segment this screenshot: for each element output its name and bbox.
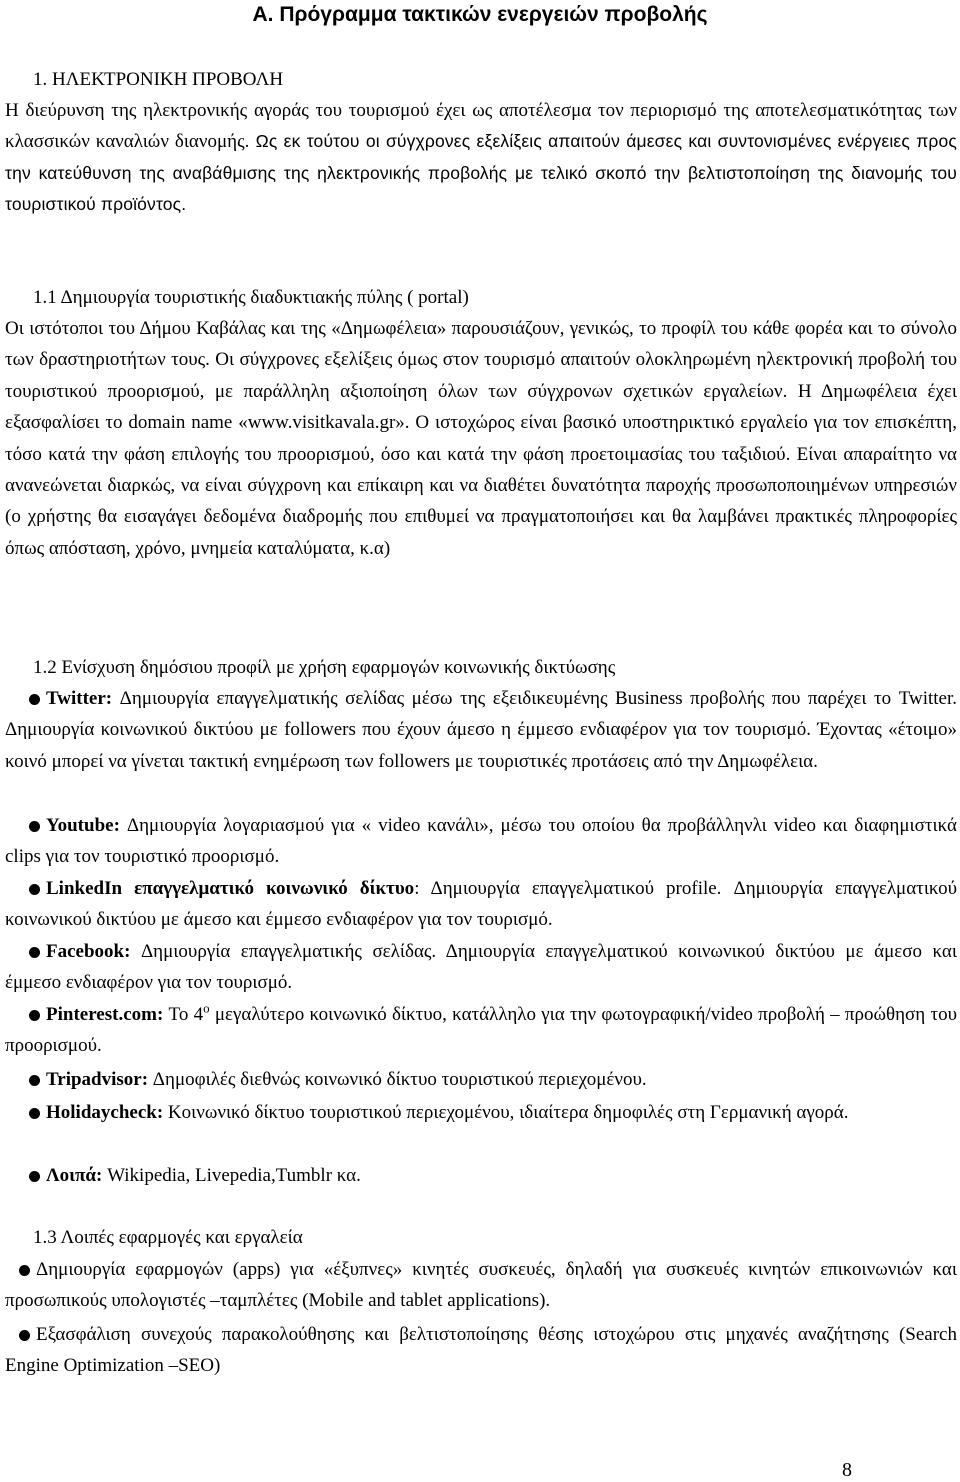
superscript: ο (203, 1000, 210, 1016)
section-1-heading-text: 1. ΗΛΕΚΤΡΟΝΙΚΗ ΠΡΟΒΟΛΗ (33, 69, 284, 90)
bullet-icon (29, 1010, 40, 1021)
section-1-2-heading: 1.2 Ενίσχυση δημόσιου προφίλ με χρήση εφαρμογών κοινωνικής δικτύωσης (33, 657, 616, 678)
social-item-other (5, 1160, 957, 1191)
section-1-1-body: Οι ιστότοποι του Δήμου Καβάλας και της «Δημωφέλεια» παρουσιάζουν, γενικώς, το προφίλ του κάθε φορέα και το σύνολο των δραστηριοτήτων τους. Οι σύγχρονες εξελίξεις όμως στον τουρισμό απαιτούν ολοκληρωμένη ηλεκτρονική προβολή του τουριστικού προορισμού, με παράλληλη αξιοποίηση όλων των σύγχρονων σχετικών εργαλείων. Η Δημωφέλεια έχει εξασφαλίσει το domain name «www.visitkavala.gr». Ο ιστοχώρος είναι βασικό υποστηρικτικό εργαλείο για τον επισκέπτη, τόσο κατά την φάση επιλογής του προορισμού, όσο και κατά την φάση προετοιμασίας του ταξιδιού. Είναι απαραίτητο να ανανεώνεται διαρκώς, να είναι σύγχρονη και επίκαιρη και να διαθέτει δυνατότητα παροχής προσωποποιημένων υπηρεσιών (ο χρήστης θα εισαγάγει δεδομένα διαδρομής που επιθυμεί να πραγματοποιήσει και θα λαμβάνει πρακτικές πληροφορίες όπως απόσταση, χρόνο, μνημεία καταλύματα, κ.α) (5, 318, 957, 559)
bullet-icon (19, 1330, 30, 1341)
social-item-tripadvisor (5, 1064, 957, 1095)
social-item-label: Facebook: (46, 941, 131, 962)
bullet-icon (29, 821, 40, 832)
social-item-label: Λοιπά: (46, 1165, 103, 1186)
document-title: A. Πρόγραμμα τακτικών ενεργειών προβολής (252, 3, 708, 26)
tools-item-text: Εξασφάλιση συνεχούς παρακολούθησης και βελτιστοποίησης θέσης ιστοχώρου στις μηχανές αναζήτησης (Search Engine Optimization –SEO) (5, 1324, 957, 1377)
social-item-text: : Δημιουργία επαγγελματικού profile. Δημιουργία επαγγελματικού κοινωνικού δικτύου με άμεσο και έμμεσο ενδιαφέρον για τον τουρισμό. (5, 878, 957, 931)
social-item-text: Δημιουργία επαγγελματικής σελίδας. Δημιουργία επαγγελματικού κοινωνικού δικτύου με άμεσο και έμμεσο ενδιαφέρον για τον τουρισμό. (5, 941, 957, 994)
tools-item-text: Δημιουργία εφαρμογών (apps) για «έξυπνες» κινητές συσκευές, δηλαδή για συσκευές κινητών επικοινωνιών και προσωπικούς υπολογιστές –ταμπλέτες (Mobile and tablet applications). (5, 1259, 957, 1312)
bullet-icon (29, 1171, 40, 1182)
social-item-text: Δημοφιλές διεθνώς κοινωνικό δίκτυο τουριστικού περιεχομένου. (148, 1069, 647, 1090)
bullet-icon (29, 947, 40, 958)
page-number: 8 (842, 1459, 852, 1481)
tools-item-seo (5, 1319, 957, 1382)
tools-item-apps (5, 1254, 957, 1317)
social-item-text: Δημιουργία επαγγελματικής σελίδας μέσω της εξειδικευμένης Business προβολής που παρέχει το Twitter. Δημιουργία κοινωνικού δικτύου με followers που έχουν άμεσο η έμμεσο ενδιαφέρον για τον τουρισμό. Έχοντας «έτοιμο» κοινό μπορεί να γίνεται τακτική ενημέρωση των followers με τουριστικές προτάσεις από την Δημωφέλεια. (5, 688, 957, 772)
social-item-label: Pinterest.com: (46, 1004, 164, 1025)
social-item-text: Δημιουργία λογαριασμού για « video κανάλι», μέσω του οποίου θα προβάλληνλι video και διαφημιστικά clips για τον τουριστικό προορισμό. (5, 815, 957, 868)
section-1-3-heading: 1.3 Λοιπές εφαρμογές και εργαλεία (33, 1227, 303, 1248)
social-item-label: Tripadvisor: (46, 1069, 149, 1090)
social-item-label: Holidaycheck: (46, 1102, 164, 1123)
social-item-holidaycheck (5, 1097, 957, 1128)
bullet-icon (29, 1075, 40, 1086)
social-item-text: Κοινωνικό δίκτυο τουριστικού περιεχομένου, ιδιαίτερα δημοφιλές στη Γερμανική αγορά. (163, 1102, 849, 1123)
section-1-heading (5, 64, 957, 95)
section-1-paragraph (5, 95, 957, 221)
social-item-facebook (5, 936, 957, 999)
social-item-text-before: Το 4 (163, 1004, 204, 1025)
bullet-icon (19, 1265, 30, 1276)
bullet-icon (29, 1108, 40, 1119)
section-1-paragraph-sans: Ως εκ τούτου οι σύγχρονες εξελίξεις απαιτούν άμεσες και συντονισμένες ενέργειες προς την κατεύθυνση της αναβάθμισης της ηλεκτρονικής προβολής με τελικό σκοπό την βελτιστοποίηση της διανομής του τουριστικού προϊόντος. (5, 131, 957, 215)
social-item-label: LinkedIn επαγγελματικό κοινωνικό δίκτυο (46, 878, 415, 899)
social-item-label: Twitter: (46, 688, 113, 709)
section-1-1-heading: 1.1 Δημιουργία τουριστικής διαδυκτιακής πύλης ( portal) (33, 287, 469, 308)
social-item-text: Wikipedia, Livepedia,Tumblr κα. (102, 1165, 361, 1186)
section-1-paragraph-serif: Η διεύρυνση της ηλεκτρονικής αγοράς του τουρισμού έχει ως αποτέλεσμα τον περιορισμό της αποτελεσματικότητας των κλασσικών καναλιών διανομής. (5, 100, 957, 153)
social-item-youtube (5, 810, 957, 873)
social-item-twitter (5, 683, 957, 777)
social-item-linkedin (5, 873, 957, 936)
bullet-icon (29, 694, 40, 705)
social-item-label: Youtube: (46, 815, 120, 836)
bullet-icon (29, 884, 40, 895)
social-item-pinterest (5, 999, 957, 1062)
social-item-text: μεγαλύτερο κοινωνικό δίκτυο, κατάλληλο για την φωτογραφική/video προβολή – προώθηση του προορισμού. (5, 1004, 957, 1057)
